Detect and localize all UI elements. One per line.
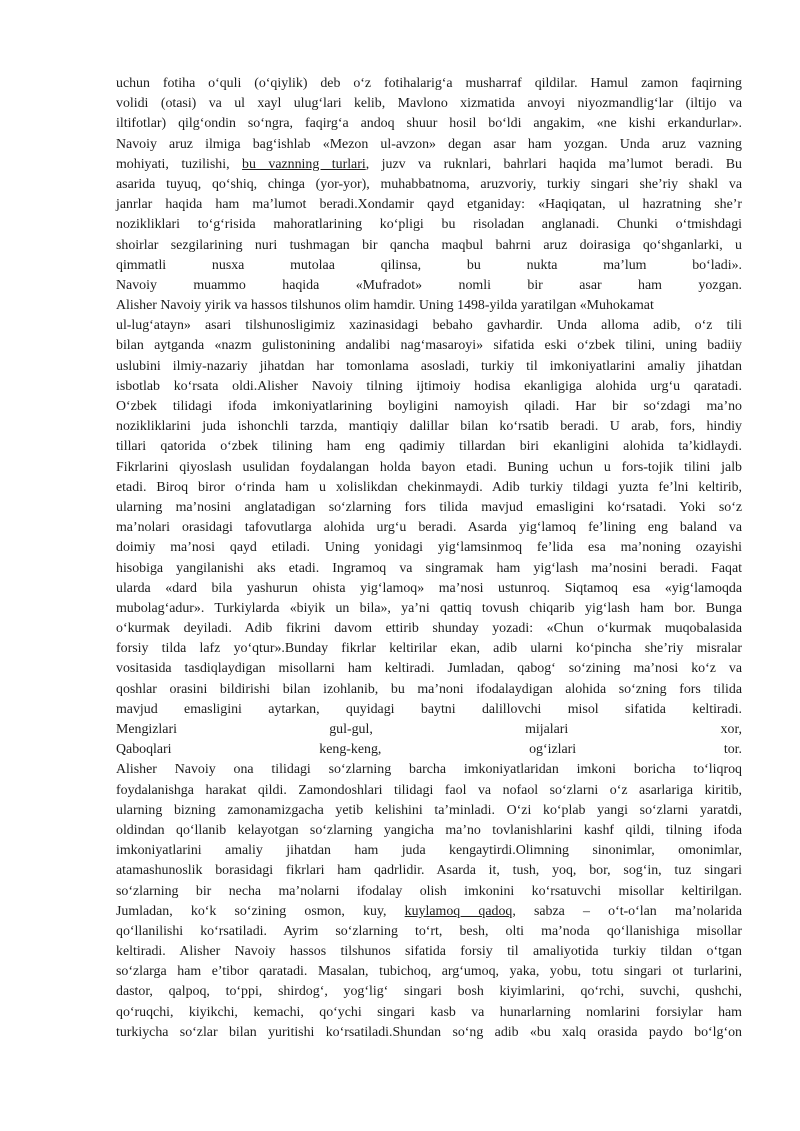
text-line: nozikliklari to‘g‘risida mahoratlarining ko‘pligi bu risoladan anglanadi. Chunki o‘tmishdagi bbox=[116, 217, 742, 233]
text-line: atamashunoslik borasidagi fikrlari ham qadrlidir. Asarda it, tush, yoq, bor, sog‘in, tuz singari bbox=[116, 863, 742, 879]
text-line: so‘zlarning bir necha ma’nolarni ifodalay olish imkonini ko‘rsatuvchi misollar keltirilgan. bbox=[116, 883, 742, 899]
text-line: Alisher Navoiy yirik va hassos tilshunos olim hamdir. Uning 1498-yilda yaratilgan «Muhokamat bbox=[116, 298, 654, 314]
text-line: Fikrlarini qiyoslash usulidan foydalangan holda bayon etadi. Buning uchun u fors-tojik tilini jalb bbox=[116, 459, 742, 475]
underlined-link[interactable]: kuylamoq qadoq bbox=[404, 903, 513, 919]
text-line: Navoiy muammo haqida «Mufradot» nomli bir asar ham yozgan. bbox=[116, 277, 742, 293]
text-line: vositasida tasdiqlaydigan misollarni ham keltiradi. Jumladan, qabog‘ so‘zining ma’nosi ko‘z va bbox=[116, 661, 742, 677]
text-line: shoirlar sezgilarining nuri tushmagan bir qancha maqbul bahrni aruz doirasiga qo‘shganlarki, u bbox=[116, 237, 742, 253]
text-line: uchun fotiha o‘quli (o‘qiylik) deb o‘z fotihalarig‘a musharraf qildilar. Hamul zamon faqirning bbox=[116, 76, 742, 91]
text-line: Alisher Navoiy ona tilidagi so‘zlarning barcha imkoniyatlaridan imkoni boricha to‘liqroq bbox=[116, 762, 742, 778]
text-line: asarida tuyuq, qo‘shiq, chinga (yor-yor), muhabbatnoma, aruzvoriy, turkiy singari she’riy shakl va bbox=[116, 176, 742, 192]
text-line: O‘zbek tilidagi ifoda imkoniyatlarining boyligini namoyish qiladi. Har bir so‘zdagi ma’no bbox=[116, 399, 742, 414]
text-line: imkoniyatlarini amaliy jihatdan ham juda kengaytirdi.Olimning sinonimlar, omonimlar, bbox=[116, 843, 742, 859]
text-line-start: Jumladan, ko‘k so‘zining osmon, kuy, bbox=[116, 903, 405, 919]
text-line: dastor, qalpoq, to‘ppi, shirdog‘, yog‘lig‘ singari bosh kiyimlarini, qo‘rchi, suvchi, qushchi, bbox=[116, 984, 742, 1000]
text-line: ul-lug‘atayn» asari tilshunosligimiz xazinasidagi bebaho gavhardir. Unda alloma adib, o‘z tili bbox=[116, 318, 742, 334]
text-line: mavjud emasligini aytarkan, quyidagi baytni dalillovchi misol sifatida keltiradi. bbox=[116, 701, 742, 717]
text-line: nozikliklarini juda ishonchli tarzda, mantiqiy dalillar bilan ko‘rsatib beradi. U arab, fors, hindiy bbox=[116, 419, 742, 435]
text-line: Mengizlari gul-gul, mijalari xor, bbox=[116, 722, 742, 737]
text-line: Navoiy aruz ilmiga bag‘ishlab «Mezon ul-avzon» degan asar ham yozgan. Unda aruz vazning bbox=[116, 136, 742, 152]
text-line: janrlar haqida ham ma’lumot beradi.Xondamir qayd etganiday: «Haqiqatan, ul hazratning she’r bbox=[116, 197, 742, 213]
text-line: forsiy tilda lafz yo‘qtur».Bunday fikrlar keltirilar ekan, adib ularni ko‘pincha she’riy misralar bbox=[116, 641, 742, 657]
text-line: keltiradi. Alisher Navoiy hassos tilshunos sifatida forsiy til amaliyotida turkiy tildan o‘tgan bbox=[116, 944, 742, 960]
text-line: iltifotlar) qilg‘ondin so‘ngra, faqirg‘a andoq shuur hosil bo‘ldi angakim, «ne kishi erkandurlar». bbox=[116, 116, 742, 132]
text-line-start: mohiyati, tuzilishi, bbox=[116, 156, 243, 172]
text-line: ularning bizning zamonamizgacha yetib kelishini ta’minladi. O‘zi ko‘plab yangi so‘zlarni yaratdi, bbox=[116, 802, 742, 818]
text-line: turkiycha so‘zlar bilan yuritishi ko‘rsatiladi.Shundan so‘ng adib «bu xalq orasida paydo bo‘lg‘on bbox=[116, 1024, 742, 1040]
text-line: volidi (otasi) va ul xayl ulug‘lari kelib, Mavlono xizmatida anvoyi niyozmandlig‘lar (iltijo va bbox=[116, 96, 742, 112]
text-line: mubolag‘adur». Turkiylarda «biyik un bila», ya’ni qattiq tovush chiqarib yig‘lash ham bor. Bunga bbox=[116, 600, 742, 616]
text-line: ma’nolari orasidagi tafovutlarga alohida urg‘u beradi. Asarda yig‘lamoq fe’lining eng baland va bbox=[116, 520, 742, 536]
text-line: qo‘ruqchi, kiyikchi, kemachi, qo‘ychi singari kasb va hunarlarning nomlarini forsiylar ham bbox=[116, 1004, 742, 1020]
text-line: isbotlab ko‘rsata oldi.Alisher Navoiy tilning ijtimoiy hodisa ekanligiga alohida urg‘u qaratadi. bbox=[116, 378, 742, 394]
text-line: qimmatli nusxa mutolaa qilinsa, bu nukta ma’lum bo‘ladi». bbox=[116, 257, 742, 273]
text-line: etadi. Biroq biror o‘rinda ham u xolislikdan chekinmaydi. Adib turkiy tildagi yuzta fe’lni keltirib, bbox=[116, 479, 742, 495]
text-line: uslubini ilmiy-nazariy jihatdan har tomonlama asosladi, turkiy til imkoniyatlarini amaliy jihatdan bbox=[116, 358, 742, 374]
text-line: hisobiga yangilanishi aks etadi. Ingramoq va singramak ham yig‘lash ma’nosini beradi. Faqat bbox=[116, 560, 742, 576]
text-line-end: , juzv va ruknlari, bahrlari haqida ma’lumot beradi. Bu bbox=[365, 156, 742, 172]
text-line: doimiy ma’nosi qayd etiladi. Uning yonidagi yig‘lamsinmoq fe’lida esa ma’noning ozayishi bbox=[116, 540, 742, 556]
text-line: bilan aytganda «nazm gulistonining andalibi nag‘masaroyi» sifatida eski o‘zbek tilini, uning badiiy bbox=[116, 338, 742, 354]
text-line: foydalanishga harakat qildi. Zamondoshlari tilidagi faol va nofaol so‘zlarni o‘z asarlariga kiritib, bbox=[116, 782, 742, 798]
underlined-link[interactable]: bu vaznning turlari bbox=[242, 156, 366, 172]
text-line: oldindan qo‘llanib kelayotgan so‘zlarning yangicha ma’no tovlanishlarini kashf qildi, tilning ifoda bbox=[116, 822, 742, 838]
text-line bbox=[116, 155, 742, 175]
text-line: tillari qatorida o‘zbek tilining ham eng qadimiy tillardan biri ekanligini alohida ta’kidlaydi. bbox=[116, 439, 742, 455]
document-body bbox=[116, 74, 742, 1043]
text-line-end: , sabza – o‘t-o‘lan ma’nolarida bbox=[512, 903, 743, 919]
text-line: Qaboqlari keng-keng, og‘izlari tor. bbox=[116, 742, 742, 758]
text-line: qo‘llanilishi ko‘rsatiladi. Ayrim so‘zlarning to‘rt, besh, olti ma’noda qo‘llanishiga misollar bbox=[116, 923, 742, 939]
text-line: o‘kurmak deyiladi. Adib fikrini davom ettirib shunday yozadi: «Chun o‘kurmak muqobalasida bbox=[116, 621, 742, 637]
text-line bbox=[116, 902, 742, 922]
text-line: so‘zlarga ham e’tibor qaratadi. Masalan, tubichoq, arg‘umoq, yaka, yobu, totu singari ot turlarini, bbox=[116, 964, 742, 980]
text-line: qoshlar orasini bildirishi bilan izohlanib, bu ma’noni ifodalaydigan alohida so‘zning fors tilida bbox=[116, 681, 742, 697]
text-line: ularning ma’nosini anglatadigan so‘zlarning fors tilida mavjud emasligini ko‘rsatadi. Yoki so‘z bbox=[116, 499, 742, 515]
text-line: ularda «dard bila yashurun ohista yig‘lamoq» ma’nosi ustunroq. Siqtamoq esa «yig‘lamoqda bbox=[116, 580, 742, 596]
